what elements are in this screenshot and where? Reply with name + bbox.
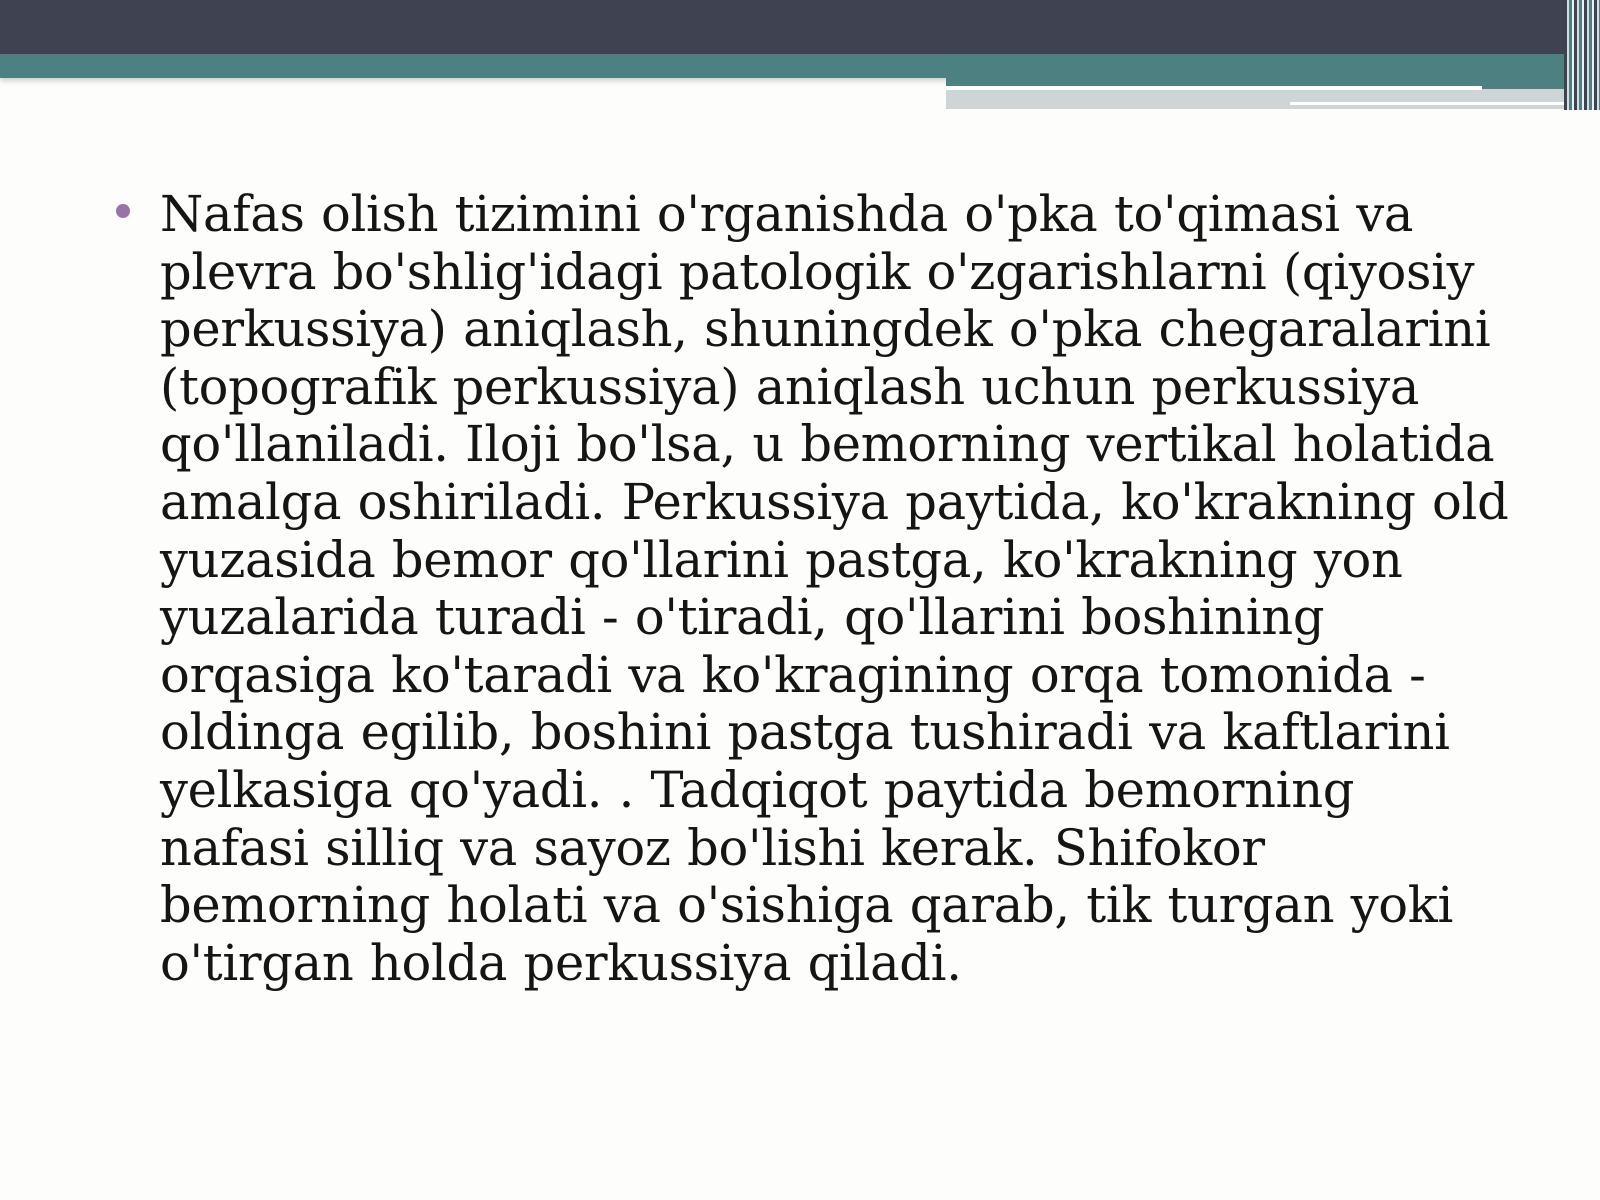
bullet-item <box>112 186 1512 992</box>
header-dark-band <box>0 0 1600 54</box>
header-grey-band <box>946 89 1572 109</box>
bullet-dot-icon <box>116 204 130 218</box>
bullet-text: Nafas olish tizimini o'rganishda o'pka to'qimasi va plevra bo'shlig'idagi patologik o'zgarishlarni (qiyosiy perkussiya) aniqlash, shuningdek o'pka chegaralarini (topografik perkussiya) aniqlash uchun perkussiya qo'llaniladi. Iloji bo'lsa, u bemorning vertikal holatida amalga oshiriladi. Perkussiya paytida, ko'krakning old yuzasida bemor qo'llarini pastga, ko'krakning yon yuzalarida turadi - o'tiradi, qo'llarini boshining orqasiga ko'taradi va ko'kragining orqa tomonida - oldinga egilib, boshini pastga tushiradi va kaftlarini yelkasiga qo'yadi. . Tadqiqot paytida bemorning nafasi silliq va sayoz bo'lishi kerak. Shifokor bemorning holati va o'sishiga qarab, tik turgan yoki o'tirgan holda perkussiya qiladi. <box>160 185 1509 992</box>
header-teal-band <box>0 54 1572 78</box>
slide-content <box>112 186 1512 992</box>
header-accent-line-short <box>1290 102 1572 105</box>
header-accent-line <box>946 86 1482 90</box>
header-edge-stripes <box>1564 0 1600 110</box>
